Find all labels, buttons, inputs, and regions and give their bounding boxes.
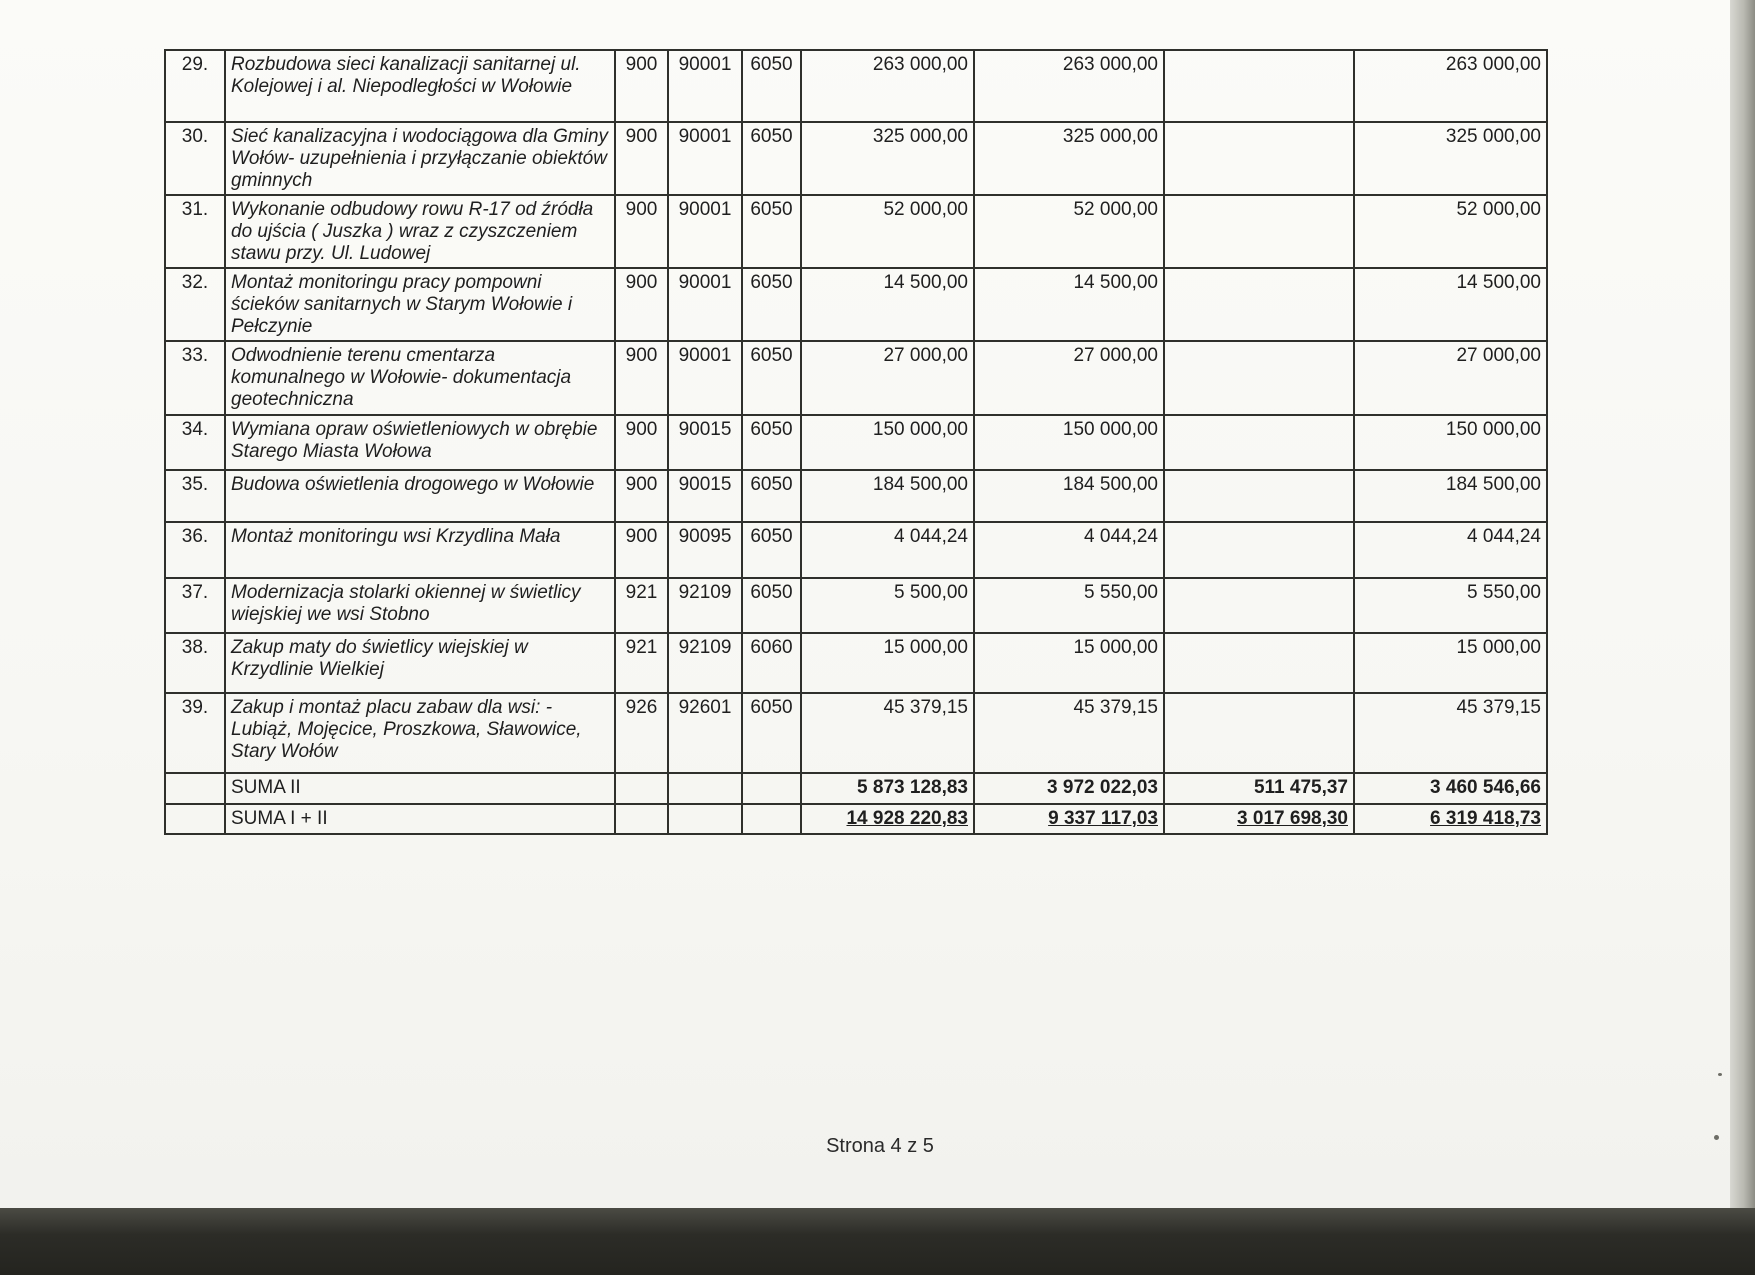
paragraf-code: 6050 (742, 578, 801, 633)
task-name: Wykonanie odbudowy rowu R-17 od źródła do ujścia ( Juszka ) wraz z czyszczeniem stawu przy. Ul. Ludowej (225, 195, 615, 268)
task-name: Budowa oświetlenia drogowego w Wołowie (225, 470, 615, 522)
table-row (165, 470, 1547, 522)
task-name: Montaż monitoringu pracy pompowni ścieków sanitarnych w Starym Wołowie i Pełczynie (225, 268, 615, 341)
empty-cell (615, 804, 668, 834)
paragraf-code: 6050 (742, 268, 801, 341)
dzial-code: 900 (615, 415, 668, 470)
empty-cell (165, 804, 225, 834)
investment-table (164, 49, 1548, 835)
rozdzial-code: 90001 (668, 50, 742, 122)
rozdzial-code: 90001 (668, 122, 742, 195)
task-name: Montaż monitoringu wsi Krzydlina Mała (225, 522, 615, 578)
paragraf-code: 6050 (742, 415, 801, 470)
total-col3: 511 475,37 (1164, 773, 1354, 804)
amount-col2: 45 379,15 (974, 693, 1164, 773)
paragraf-code: 6050 (742, 50, 801, 122)
amount-col2: 5 550,00 (974, 578, 1164, 633)
rozdzial-code: 92109 (668, 578, 742, 633)
grand-total-value: 9 337 117,03 (1048, 808, 1158, 829)
table-row (165, 122, 1547, 195)
task-name: Wymiana opraw oświetleniowych w obrębie Starego Miasta Wołowa (225, 415, 615, 470)
amount-col1: 325 000,00 (801, 122, 974, 195)
rozdzial-code: 90001 (668, 268, 742, 341)
paragraf-code: 6050 (742, 693, 801, 773)
total-row (165, 773, 1547, 804)
table-row (165, 415, 1547, 470)
dzial-code: 900 (615, 122, 668, 195)
dzial-code: 900 (615, 470, 668, 522)
amount-col4: 263 000,00 (1354, 50, 1547, 122)
table-row (165, 341, 1547, 415)
amount-col2: 27 000,00 (974, 341, 1164, 415)
scan-bottom-border (0, 1208, 1755, 1275)
paragraf-code: 6050 (742, 341, 801, 415)
dzial-code: 921 (615, 633, 668, 693)
grand-total-row (165, 804, 1547, 834)
amount-col4: 52 000,00 (1354, 195, 1547, 268)
row-number: 39. (165, 693, 225, 773)
row-number: 38. (165, 633, 225, 693)
table-row (165, 522, 1547, 578)
grand-total-col1 (801, 804, 974, 834)
empty-cell (742, 773, 801, 804)
empty-cell (668, 773, 742, 804)
amount-col4: 14 500,00 (1354, 268, 1547, 341)
scan-speck (1714, 1135, 1719, 1140)
amount-col1: 45 379,15 (801, 693, 974, 773)
amount-col1: 150 000,00 (801, 415, 974, 470)
row-number: 31. (165, 195, 225, 268)
amount-col4: 184 500,00 (1354, 470, 1547, 522)
amount-col2: 15 000,00 (974, 633, 1164, 693)
empty-cell (165, 773, 225, 804)
amount-col2: 52 000,00 (974, 195, 1164, 268)
dzial-code: 900 (615, 522, 668, 578)
amount-col3 (1164, 578, 1354, 633)
row-number: 32. (165, 268, 225, 341)
amount-col1: 52 000,00 (801, 195, 974, 268)
task-name: Zakup maty do świetlicy wiejskiej w Krzydlinie Wielkiej (225, 633, 615, 693)
paragraf-code: 6050 (742, 470, 801, 522)
rozdzial-code: 90001 (668, 341, 742, 415)
amount-col3 (1164, 693, 1354, 773)
empty-cell (615, 773, 668, 804)
amount-col3 (1164, 341, 1354, 415)
amount-col1: 15 000,00 (801, 633, 974, 693)
total-label: SUMA II (225, 773, 615, 804)
amount-col2: 4 044,24 (974, 522, 1164, 578)
row-number: 29. (165, 50, 225, 122)
amount-col1: 14 500,00 (801, 268, 974, 341)
grand-total-label: SUMA I + II (225, 804, 615, 834)
paragraf-code: 6050 (742, 122, 801, 195)
amount-col4: 150 000,00 (1354, 415, 1547, 470)
total-col2: 3 972 022,03 (974, 773, 1164, 804)
amount-col4: 27 000,00 (1354, 341, 1547, 415)
grand-total-col3 (1164, 804, 1354, 834)
amount-col1: 184 500,00 (801, 470, 974, 522)
rozdzial-code: 90015 (668, 415, 742, 470)
dzial-code: 900 (615, 341, 668, 415)
dzial-code: 900 (615, 268, 668, 341)
row-number: 37. (165, 578, 225, 633)
amount-col4: 325 000,00 (1354, 122, 1547, 195)
amount-col1: 4 044,24 (801, 522, 974, 578)
row-number: 36. (165, 522, 225, 578)
amount-col1: 5 500,00 (801, 578, 974, 633)
amount-col2: 184 500,00 (974, 470, 1164, 522)
task-name: Odwodnienie terenu cmentarza komunalnego w Wołowie- dokumentacja geotechniczna (225, 341, 615, 415)
amount-col3 (1164, 415, 1354, 470)
table-row (165, 195, 1547, 268)
amount-col2: 325 000,00 (974, 122, 1164, 195)
task-name: Sieć kanalizacyjna i wodociągowa dla Gminy Wołów- uzupełnienia i przyłączanie obiektów gminnych (225, 122, 615, 195)
table-row (165, 578, 1547, 633)
amount-col3 (1164, 633, 1354, 693)
task-name: Rozbudowa sieci kanalizacji sanitarnej ul. Kolejowej i al. Niepodległości w Wołowie (225, 50, 615, 122)
grand-total-value: 3 017 698,30 (1237, 808, 1348, 829)
row-number: 30. (165, 122, 225, 195)
rozdzial-code: 92601 (668, 693, 742, 773)
row-number: 35. (165, 470, 225, 522)
empty-cell (668, 804, 742, 834)
amount-col3 (1164, 470, 1354, 522)
dzial-code: 921 (615, 578, 668, 633)
paragraf-code: 6060 (742, 633, 801, 693)
amount-col2: 14 500,00 (974, 268, 1164, 341)
rozdzial-code: 90015 (668, 470, 742, 522)
grand-total-value: 14 928 220,83 (846, 808, 968, 829)
amount-col1: 27 000,00 (801, 341, 974, 415)
table-row (165, 268, 1547, 341)
scan-speck (1718, 1073, 1722, 1076)
amount-col3 (1164, 122, 1354, 195)
table-row (165, 693, 1547, 773)
total-col1: 5 873 128,83 (801, 773, 974, 804)
dzial-code: 900 (615, 50, 668, 122)
amount-col4: 4 044,24 (1354, 522, 1547, 578)
task-name: Modernizacja stolarki okiennej w świetlicy wiejskiej we wsi Stobno (225, 578, 615, 633)
table-row (165, 633, 1547, 693)
amount-col2: 150 000,00 (974, 415, 1164, 470)
rozdzial-code: 90095 (668, 522, 742, 578)
dzial-code: 926 (615, 693, 668, 773)
amount-col2: 263 000,00 (974, 50, 1164, 122)
scan-edge-shadow (1730, 0, 1755, 1208)
amount-col3 (1164, 50, 1354, 122)
grand-total-value: 6 319 418,73 (1430, 808, 1541, 829)
amount-col3 (1164, 195, 1354, 268)
amount-col4: 45 379,15 (1354, 693, 1547, 773)
row-number: 34. (165, 415, 225, 470)
table-row (165, 50, 1547, 122)
amount-col4: 5 550,00 (1354, 578, 1547, 633)
dzial-code: 900 (615, 195, 668, 268)
grand-total-col2 (974, 804, 1164, 834)
empty-cell (742, 804, 801, 834)
page-footer: Strona 4 z 5 (826, 1135, 934, 1157)
grand-total-col4 (1354, 804, 1547, 834)
total-col4: 3 460 546,66 (1354, 773, 1547, 804)
task-name: Zakup i montaż placu zabaw dla wsi: - Lubiąż, Mojęcice, Proszkowa, Sławowice, Stary Wołów (225, 693, 615, 773)
amount-col3 (1164, 522, 1354, 578)
amount-col4: 15 000,00 (1354, 633, 1547, 693)
row-number: 33. (165, 341, 225, 415)
rozdzial-code: 92109 (668, 633, 742, 693)
amount-col3 (1164, 268, 1354, 341)
paragraf-code: 6050 (742, 195, 801, 268)
amount-col1: 263 000,00 (801, 50, 974, 122)
paragraf-code: 6050 (742, 522, 801, 578)
rozdzial-code: 90001 (668, 195, 742, 268)
